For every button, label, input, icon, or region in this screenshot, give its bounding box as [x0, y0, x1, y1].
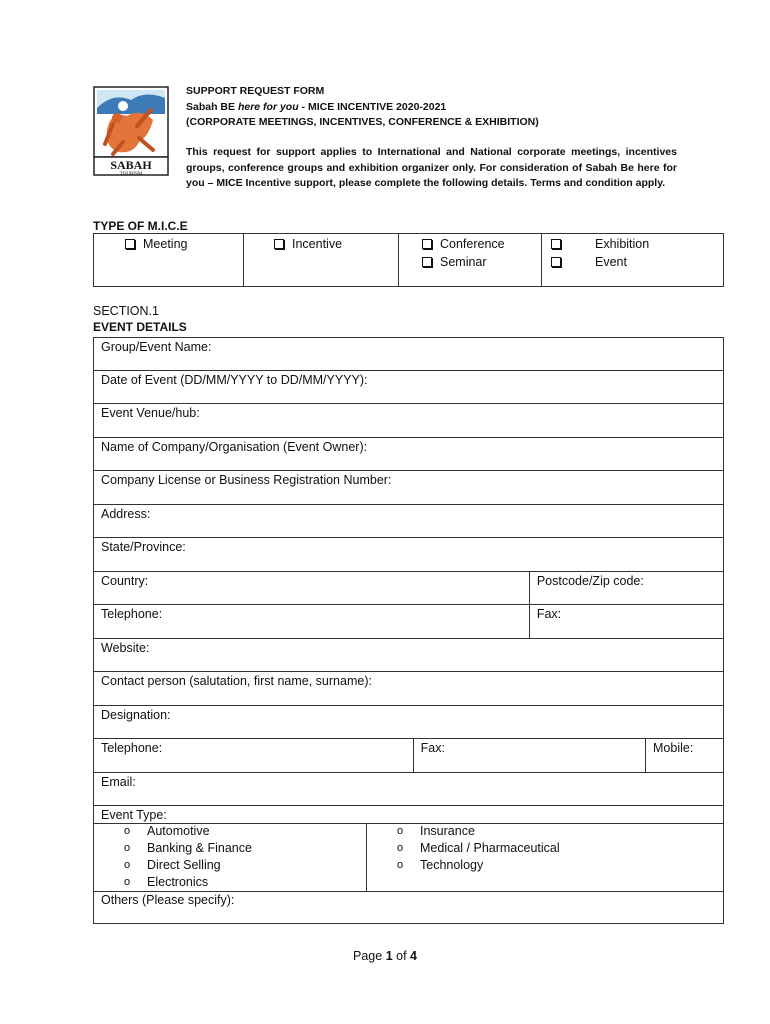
checkbox-icon[interactable] — [551, 257, 561, 267]
bullet-icon: o — [397, 859, 404, 871]
mice-option-meeting[interactable]: Meeting — [125, 237, 187, 251]
event-type-technology[interactable]: Technology — [420, 858, 484, 872]
sabah-tourism-logo — [93, 86, 169, 176]
field-fax-contact[interactable]: Fax: — [413, 739, 645, 773]
mice-option-exhibition[interactable]: Exhibition — [551, 237, 649, 251]
bullet-icon: o — [124, 859, 131, 871]
bullet-icon: o — [124, 876, 131, 888]
mice-type-box — [93, 233, 724, 287]
field-email[interactable]: Email: — [94, 773, 724, 806]
field-venue[interactable]: Event Venue/hub: — [94, 404, 724, 438]
field-fax[interactable]: Fax: — [529, 605, 723, 639]
form-subtitle: Sabah BE here for you - MICE INCENTIVE 2020-2021 — [186, 100, 447, 113]
bullet-icon: o — [397, 825, 404, 837]
field-license[interactable]: Company License or Business Registration Number: — [94, 471, 724, 505]
mice-option-event[interactable]: Event — [551, 255, 627, 269]
field-mobile[interactable]: Mobile: — [646, 739, 724, 773]
page-number: Page 1 of 4 — [353, 949, 417, 963]
field-date-of-event[interactable]: Date of Event (DD/MM/YYYY to DD/MM/YYYY): — [94, 371, 724, 404]
checkbox-icon[interactable] — [274, 239, 284, 249]
mice-type-heading: TYPE OF M.I.C.E — [93, 219, 188, 233]
bullet-icon: o — [124, 842, 131, 854]
event-type-direct-selling[interactable]: Direct Selling — [147, 858, 221, 872]
bullet-icon: o — [397, 842, 404, 854]
logo-subtext: TOURISM — [119, 172, 143, 176]
field-telephone[interactable]: Telephone: — [94, 605, 530, 639]
form-header — [186, 84, 678, 131]
form-title: SUPPORT REQUEST FORM — [186, 85, 325, 97]
form-category: (CORPORATE MEETINGS, INCENTIVES, CONFERENCE & EXHIBITION) — [186, 116, 539, 128]
mice-option-seminar[interactable]: Seminar — [422, 255, 487, 269]
event-type-grid — [94, 823, 723, 907]
event-details-table — [93, 337, 724, 924]
field-website[interactable]: Website: — [94, 639, 724, 672]
mice-option-incentive[interactable]: Incentive — [274, 237, 342, 251]
logo-text: SABAH — [110, 158, 152, 172]
event-type-banking-finance[interactable]: Banking & Finance — [147, 841, 252, 855]
section-number: SECTION.1 — [93, 304, 159, 318]
checkbox-icon[interactable] — [422, 257, 432, 267]
field-state[interactable]: State/Province: — [94, 538, 724, 572]
section-title: EVENT DETAILS — [93, 320, 187, 334]
field-postcode[interactable]: Postcode/Zip code: — [529, 572, 723, 605]
field-address[interactable]: Address: — [94, 505, 724, 538]
checkbox-icon[interactable] — [422, 239, 432, 249]
field-country[interactable]: Country: — [94, 572, 530, 605]
event-type-automotive[interactable]: Automotive — [147, 824, 210, 838]
field-group-event-name[interactable]: Group/Event Name: — [94, 338, 724, 371]
event-type-insurance[interactable]: Insurance — [420, 824, 475, 838]
field-event-type — [94, 806, 724, 924]
field-others[interactable]: Others (Please specify): — [101, 893, 235, 907]
field-contact-person[interactable]: Contact person (salutation, first name, surname): — [94, 672, 724, 706]
mice-option-conference[interactable]: Conference — [422, 237, 505, 251]
checkbox-icon[interactable] — [125, 239, 135, 249]
event-type-label: Event Type: — [101, 808, 167, 822]
field-company-name[interactable]: Name of Company/Organisation (Event Owner): — [94, 438, 724, 471]
event-type-medical[interactable]: Medical / Pharmaceutical — [420, 841, 560, 855]
checkbox-icon[interactable] — [551, 239, 561, 249]
field-telephone-contact[interactable]: Telephone: — [94, 739, 414, 773]
field-designation[interactable]: Designation: — [94, 706, 724, 739]
event-type-electronics[interactable]: Electronics — [147, 875, 209, 889]
bullet-icon: o — [124, 825, 131, 837]
intro-paragraph: This request for support applies to International and National corporate meetings, incentives groups, conference groups and exhibition organizer only. For consideration of Sabah Be here for you – MICE Incentive support, please complete the following details. Terms and condition apply. — [186, 146, 677, 189]
